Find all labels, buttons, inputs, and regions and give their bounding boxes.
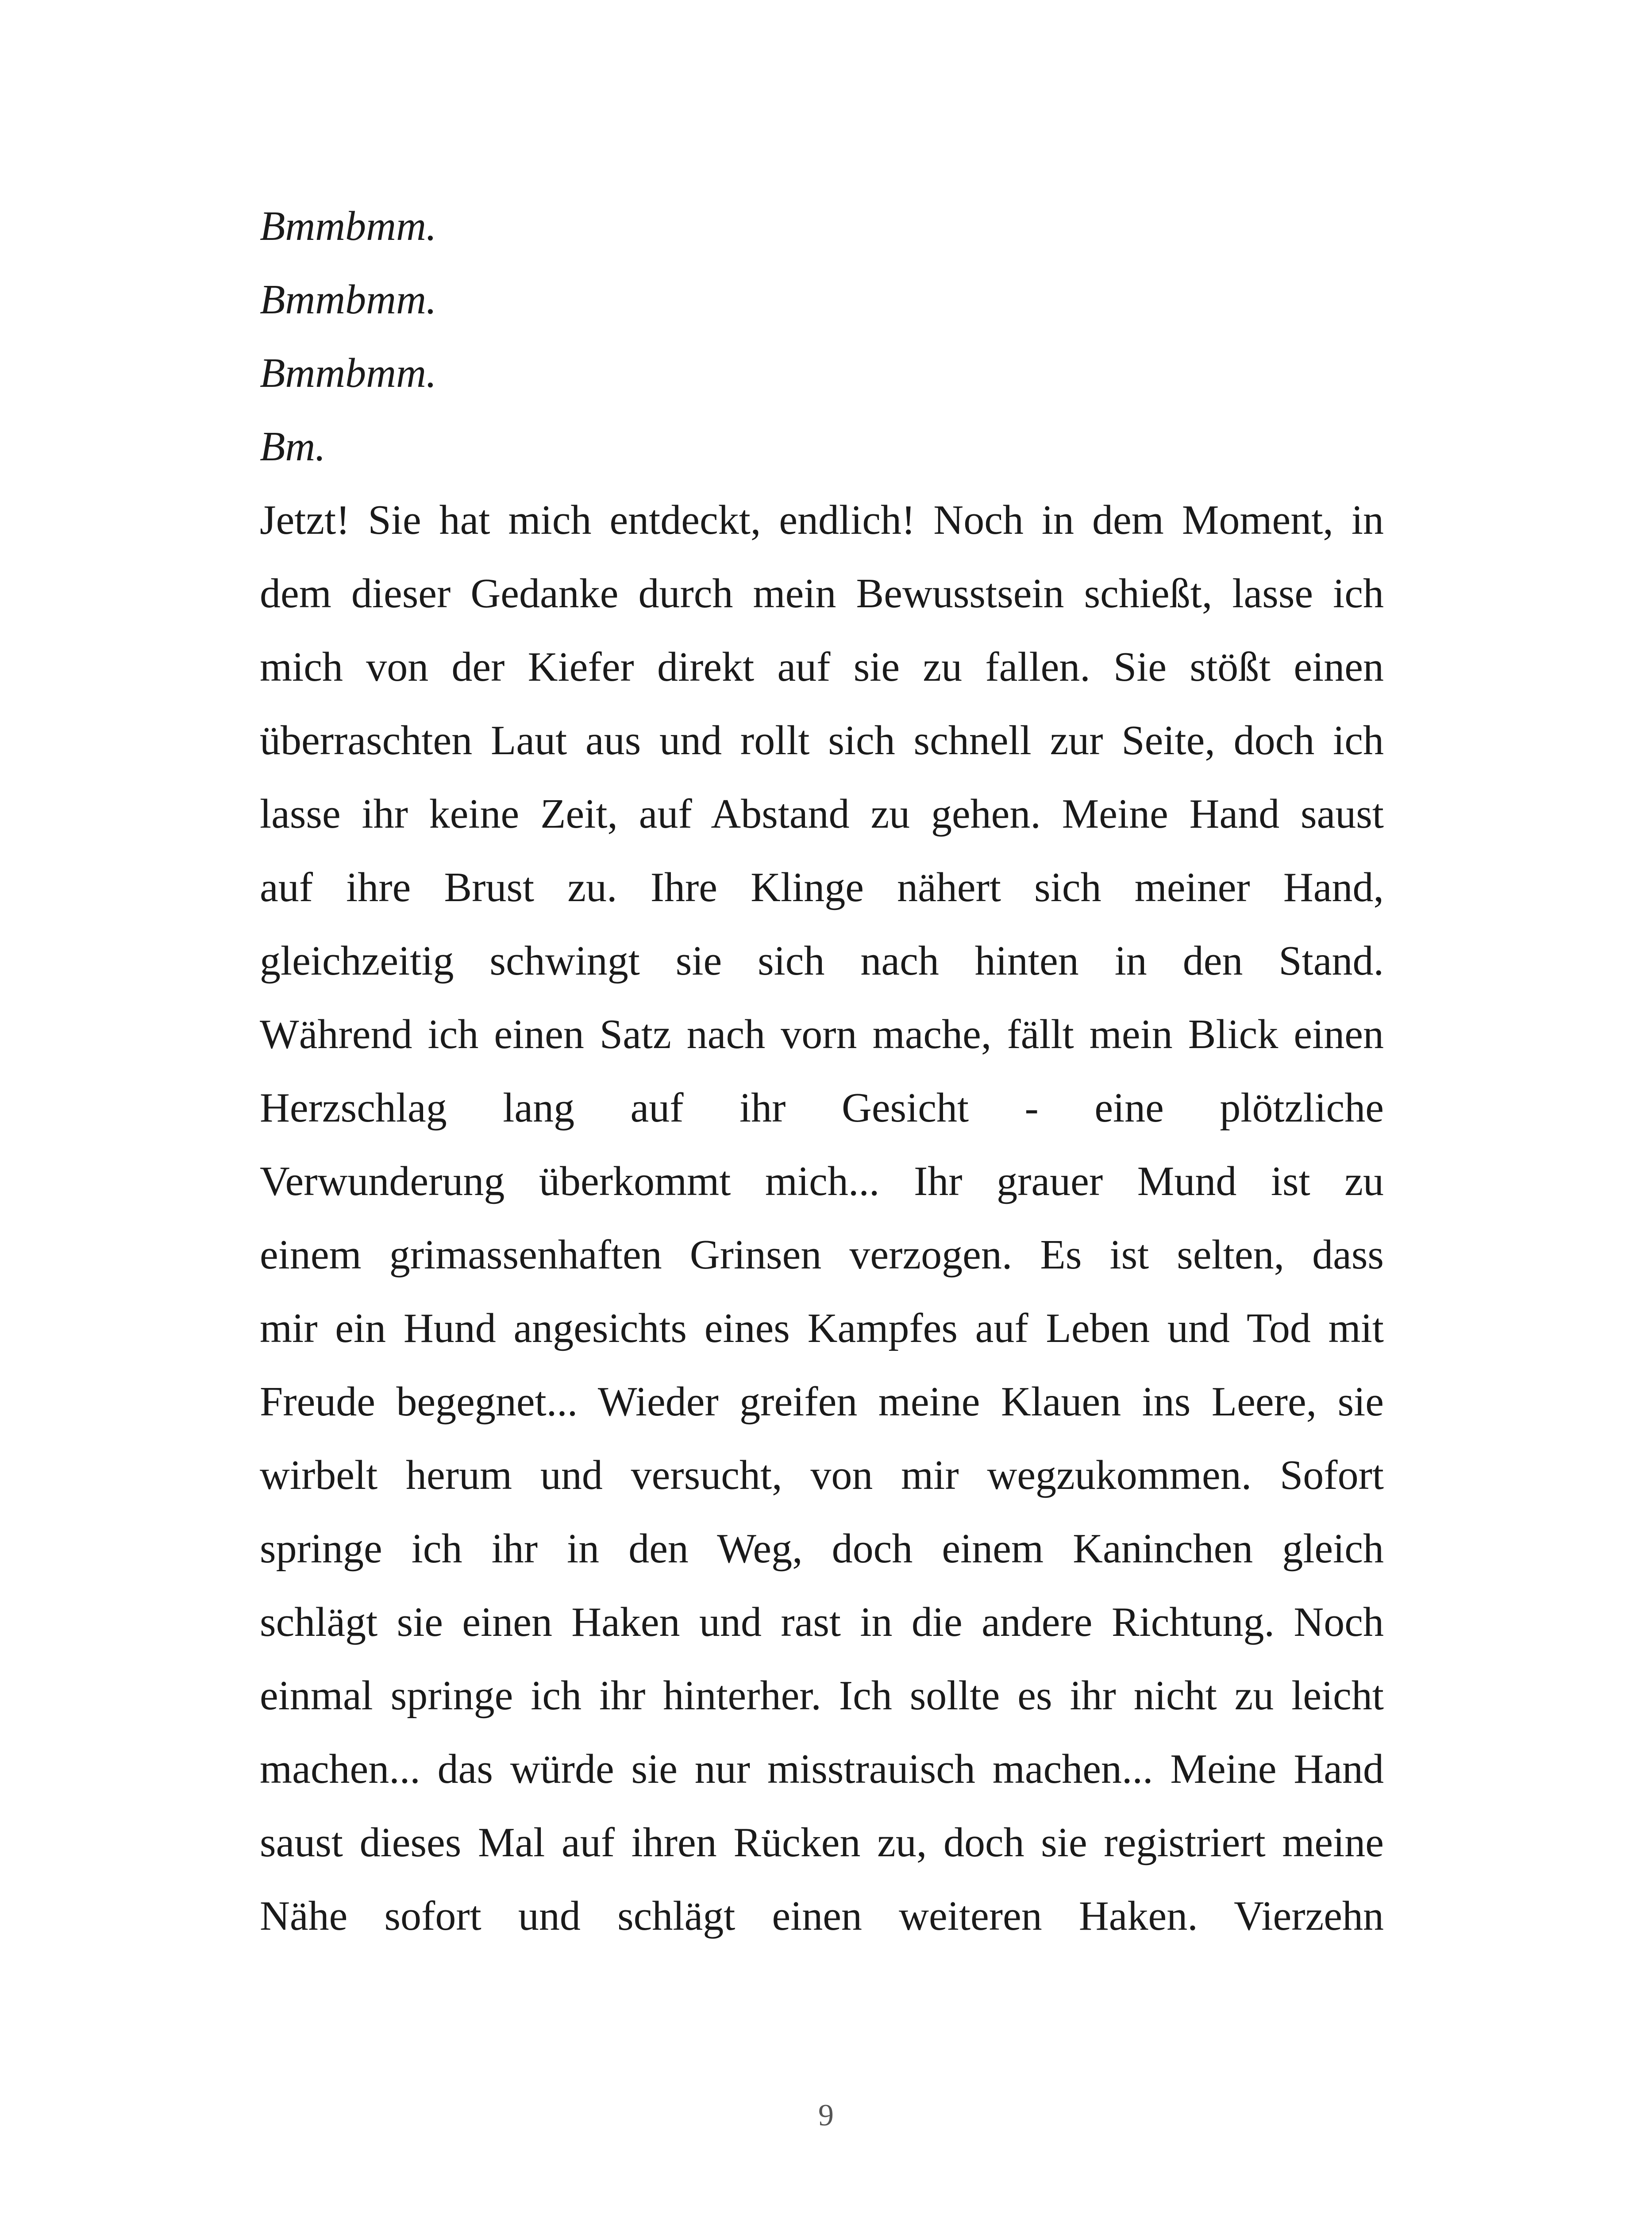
text-line: Freude begegnet... Wieder greifen meine Klauen ins Leere, sie — [260, 1379, 1384, 1425]
onomatopoeia-line: Bmmbmm. — [260, 203, 437, 249]
text-line: einmal springe ich ihr hinterher. Ich sollte es ihr nicht zu leicht — [260, 1673, 1384, 1719]
onomatopoeia-line: Bmmbmm. — [260, 277, 437, 323]
text-line: wirbelt herum und versucht, von mir wegzukommen. Sofort — [260, 1452, 1384, 1498]
onomatopoeia-line: Bm. — [260, 424, 326, 470]
page-number: 9 — [818, 2098, 834, 2132]
text-line: überraschten Laut aus und rollt sich schnell zur Seite, doch ich — [260, 717, 1384, 763]
text-line: mir ein Hund angesichts eines Kampfes auf Leben und Tod mit — [260, 1305, 1384, 1351]
paragraph — [260, 483, 1384, 1953]
text-line: schlägt sie einen Haken und rast in die andere Richtung. Noch — [260, 1599, 1384, 1645]
text-line: Während ich einen Satz nach vorn mache, fällt mein Blick einen — [260, 1011, 1384, 1057]
text-line: einem grimassenhaften Grinsen verzogen. Es ist selten, dass — [260, 1232, 1384, 1278]
text-line: machen... das würde sie nur misstrauisch machen... Meine Hand — [260, 1746, 1384, 1792]
text-line: dem dieser Gedanke durch mein Bewusstsein schießt, lasse ich — [260, 571, 1384, 617]
body-text — [260, 189, 1384, 1953]
text-line: Nähe sofort und schlägt einen weiteren Haken. Vierzehn — [260, 1893, 1384, 1939]
text-line: auf ihre Brust zu. Ihre Klinge nähert sich meiner Hand, — [260, 864, 1384, 910]
onomatopoeia-line: Bmmbmm. — [260, 350, 437, 396]
text-line: lasse ihr keine Zeit, auf Abstand zu gehen. Meine Hand saust — [260, 791, 1384, 837]
text-line: gleichzeitig schwingt sie sich nach hinten in den Stand. — [260, 938, 1384, 984]
text-line: Herzschlag lang auf ihr Gesicht - eine plötzliche — [260, 1085, 1384, 1131]
text-line: springe ich ihr in den Weg, doch einem Kaninchen gleich — [260, 1526, 1384, 1572]
text-line: mich von der Kiefer direkt auf sie zu fallen. Sie stößt einen — [260, 644, 1384, 690]
text-line: saust dieses Mal auf ihren Rücken zu, doch sie registriert meine — [260, 1820, 1384, 1866]
text-line: Verwunderung überkommt mich... Ihr grauer Mund ist zu — [260, 1158, 1384, 1204]
text-line: Jetzt! Sie hat mich entdeckt, endlich! Noch in dem Moment, in — [260, 497, 1384, 543]
